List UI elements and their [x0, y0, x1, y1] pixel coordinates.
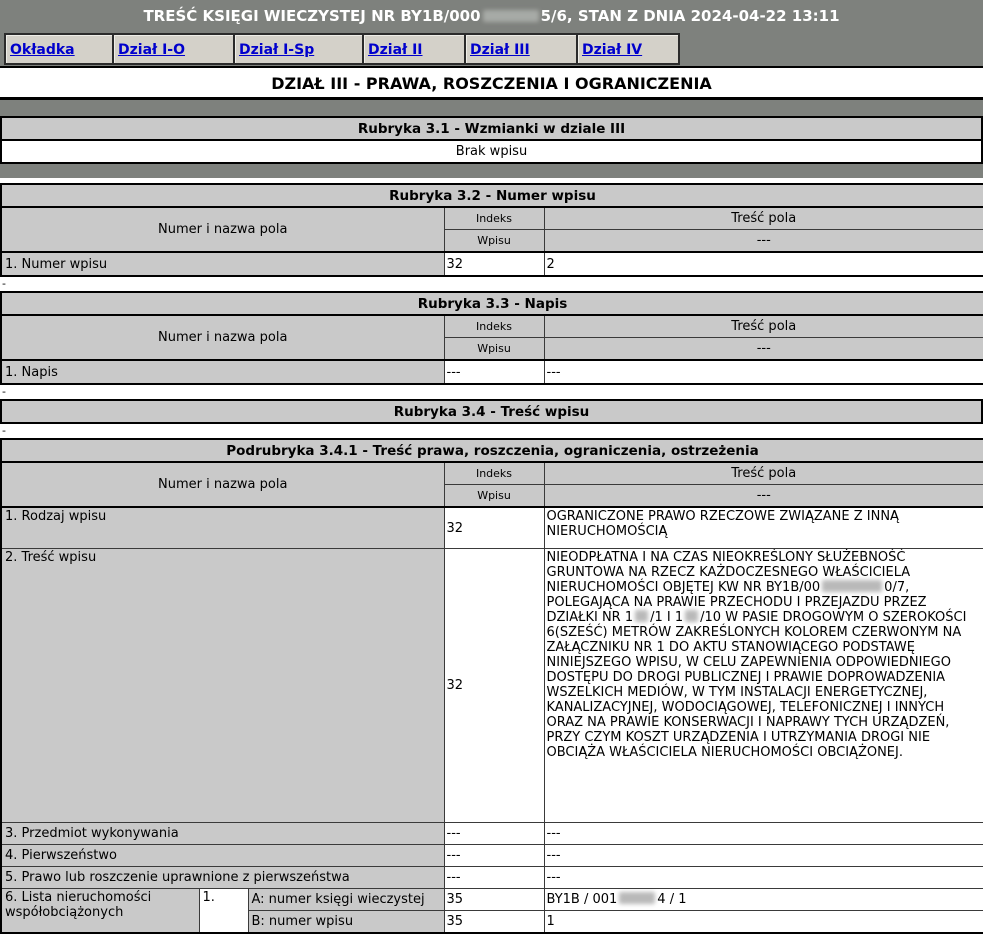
header-content-col: Treść pola	[544, 462, 983, 485]
rubryka-3-4-title: Rubryka 3.4 - Treść wpisu	[1, 400, 982, 423]
tab-dzial-i-o-link[interactable]: Dział I-O	[118, 42, 186, 58]
header-index-bottom: Wpisu	[444, 338, 544, 361]
header-content-col: Treść pola	[544, 207, 983, 230]
tab-okladka-link[interactable]: Okładka	[10, 42, 75, 58]
redacted-text	[685, 610, 698, 622]
spacer	[0, 164, 983, 178]
podrubryka-3-4-1-table	[0, 438, 983, 934]
index-value: ---	[444, 360, 544, 384]
header-name-col: Numer i nazwa pola	[1, 207, 444, 252]
separator-dash: -	[0, 385, 983, 399]
section-title: DZIAŁ III - PRAWA, ROSZCZENIA I OGRANICZENIA	[0, 66, 983, 100]
redacted-text	[619, 892, 655, 904]
index-value: 35	[444, 911, 544, 934]
tab-dzial-iii-link[interactable]: Dział III	[470, 42, 530, 58]
tab-dzial-iv-link[interactable]: Dział IV	[582, 42, 643, 58]
field-label-pierwszenstwo: 4. Pierwszeństwo	[1, 845, 444, 867]
field-label-rodzaj-wpisu: 1. Rodzaj wpisu	[1, 507, 444, 549]
tab-dzial-iii[interactable]	[466, 35, 578, 63]
tab-dzial-i-sp-link[interactable]: Dział I-Sp	[239, 42, 315, 58]
spacer	[0, 100, 983, 116]
separator-dash: -	[0, 424, 983, 438]
field-value: ---	[544, 845, 983, 867]
header-content-col: Treść pola	[544, 315, 983, 338]
index-value: ---	[444, 823, 544, 845]
field-label-przedmiot: 3. Przedmiot wykonywania	[1, 823, 444, 845]
field-value: ---	[544, 823, 983, 845]
tab-dzial-ii[interactable]	[364, 35, 466, 63]
redacted-text	[822, 580, 882, 592]
header-index-top: Indeks	[444, 462, 544, 485]
field-label-lista: 6. Lista nieruchomości współobciążonych	[1, 889, 199, 934]
tab-dzial-ii-link[interactable]: Dział II	[368, 42, 423, 58]
index-value: ---	[444, 867, 544, 889]
sub-field-b: B: numer wpisu	[248, 911, 444, 934]
field-label-tresc-wpisu: 2. Treść wpisu	[1, 549, 444, 823]
rubryka-3-1-content: Brak wpisu	[1, 140, 982, 163]
sub-index: 1.	[199, 889, 248, 934]
field-value: NIEODPŁATNA I NA CZAS NIEOKREŚLONY SŁUŻEBNOŚĆ GRUNTOWA NA RZECZ KAŻDOCZESNEGO WŁAŚCICIELA NIERUCHOMOŚCI OBJĘTEJ KW NR BY1B/00 0/7, POLEGAJĄCA NA PRAWIE PRZECHODU I PRZEJAZDU PRZEZ DZIAŁKI NR 1 /1 I 1 /10 W PASIE DROGOWYM O SZEROKOŚCI 6(SZEŚĆ) METRÓW ZAKREŚLONYCH KOLOREM CZERWONYM NA ZAŁĄCZNIKU NR 1 DO AKTU STANOWIĄCEGO PODSTAWĘ NINIEJSZEGO WPISU, W CELU ZAPEWNIENIA ODPOWIEDNIEGO DOSTĘPU DO DROGI PUBLICZNEJ I PRAWIE DOPROWADZENIA WSZELKICH MEDIÓW, W TYM INSTALACJI ENERGETYCZNEJ, KANALIZACYJNEJ, WODOCIĄGOWEJ, TELEFONICZNEJ I INNYCH ORAZ NA PRAWIE KONSERWACJI I NAPRAWY TYCH URZĄDZEŃ, PRZY CZYM KOSZT URZĄDZENIA I UTRZYMANIA DROGI NIE OBCIĄŻA WŁAŚCICIELA NIERUCHOMOŚCI OBCIĄŻONEJ.	[544, 549, 983, 823]
rubryka-3-2-title: Rubryka 3.2 - Numer wpisu	[1, 184, 983, 207]
redacted-text	[483, 10, 539, 22]
field-label-prawo-roszczenie: 5. Prawo lub roszczenie uprawnione z pierwszeństwa	[1, 867, 444, 889]
sub-field-a: A: numer księgi wieczystej	[248, 889, 444, 911]
header-name-col: Numer i nazwa pola	[1, 315, 444, 360]
rubryka-3-1-title: Rubryka 3.1 - Wzmianki w dziale III	[1, 117, 982, 140]
index-value: 32	[444, 507, 544, 549]
index-value: 32	[444, 549, 544, 823]
index-value: ---	[444, 845, 544, 867]
tab-okladka[interactable]	[6, 35, 114, 63]
rubryka-3-2-table	[0, 183, 983, 277]
index-value: 35	[444, 889, 544, 911]
separator-dash: -	[0, 277, 983, 291]
header-content-placeholder: ---	[544, 230, 983, 253]
field-label: 1. Numer wpisu	[1, 252, 444, 276]
header-content-placeholder: ---	[544, 338, 983, 361]
header-content-placeholder: ---	[544, 485, 983, 508]
tab-dzial-iv[interactable]	[578, 35, 678, 63]
redacted-text	[635, 610, 648, 622]
document-title: TREŚĆ KSIĘGI WIECZYSTEJ NR BY1B/000 5/6, STAN Z DNIA 2024-04-22 13:11	[143, 7, 840, 25]
rubryka-3-1-table	[0, 116, 983, 164]
header-index-bottom: Wpisu	[444, 230, 544, 253]
field-label: 1. Napis	[1, 360, 444, 384]
field-value: 1	[544, 911, 983, 934]
rubryka-3-4-table	[0, 399, 983, 424]
field-value: ---	[544, 360, 983, 384]
field-value: ---	[544, 867, 983, 889]
header-index-top: Indeks	[444, 315, 544, 338]
rubryka-3-3-title: Rubryka 3.3 - Napis	[1, 292, 983, 315]
field-value: OGRANICZONE PRAWO RZECZOWE ZWIĄZANE Z INNĄ NIERUCHOMOŚCIĄ	[544, 507, 983, 549]
header-index-bottom: Wpisu	[444, 485, 544, 508]
tab-dzial-i-sp[interactable]	[235, 35, 364, 63]
header-index-top: Indeks	[444, 207, 544, 230]
nav-tabs	[4, 33, 680, 65]
podrubryka-3-4-1-title: Podrubryka 3.4.1 - Treść prawa, roszczenia, ograniczenia, ostrzeżenia	[1, 439, 983, 462]
header-name-col: Numer i nazwa pola	[1, 462, 444, 507]
field-value: 2	[544, 252, 983, 276]
rubryka-3-3-table	[0, 291, 983, 385]
tab-dzial-i-o[interactable]	[114, 35, 235, 63]
index-value: 32	[444, 252, 544, 276]
field-value: BY1B / 001 4 / 1	[544, 889, 983, 911]
